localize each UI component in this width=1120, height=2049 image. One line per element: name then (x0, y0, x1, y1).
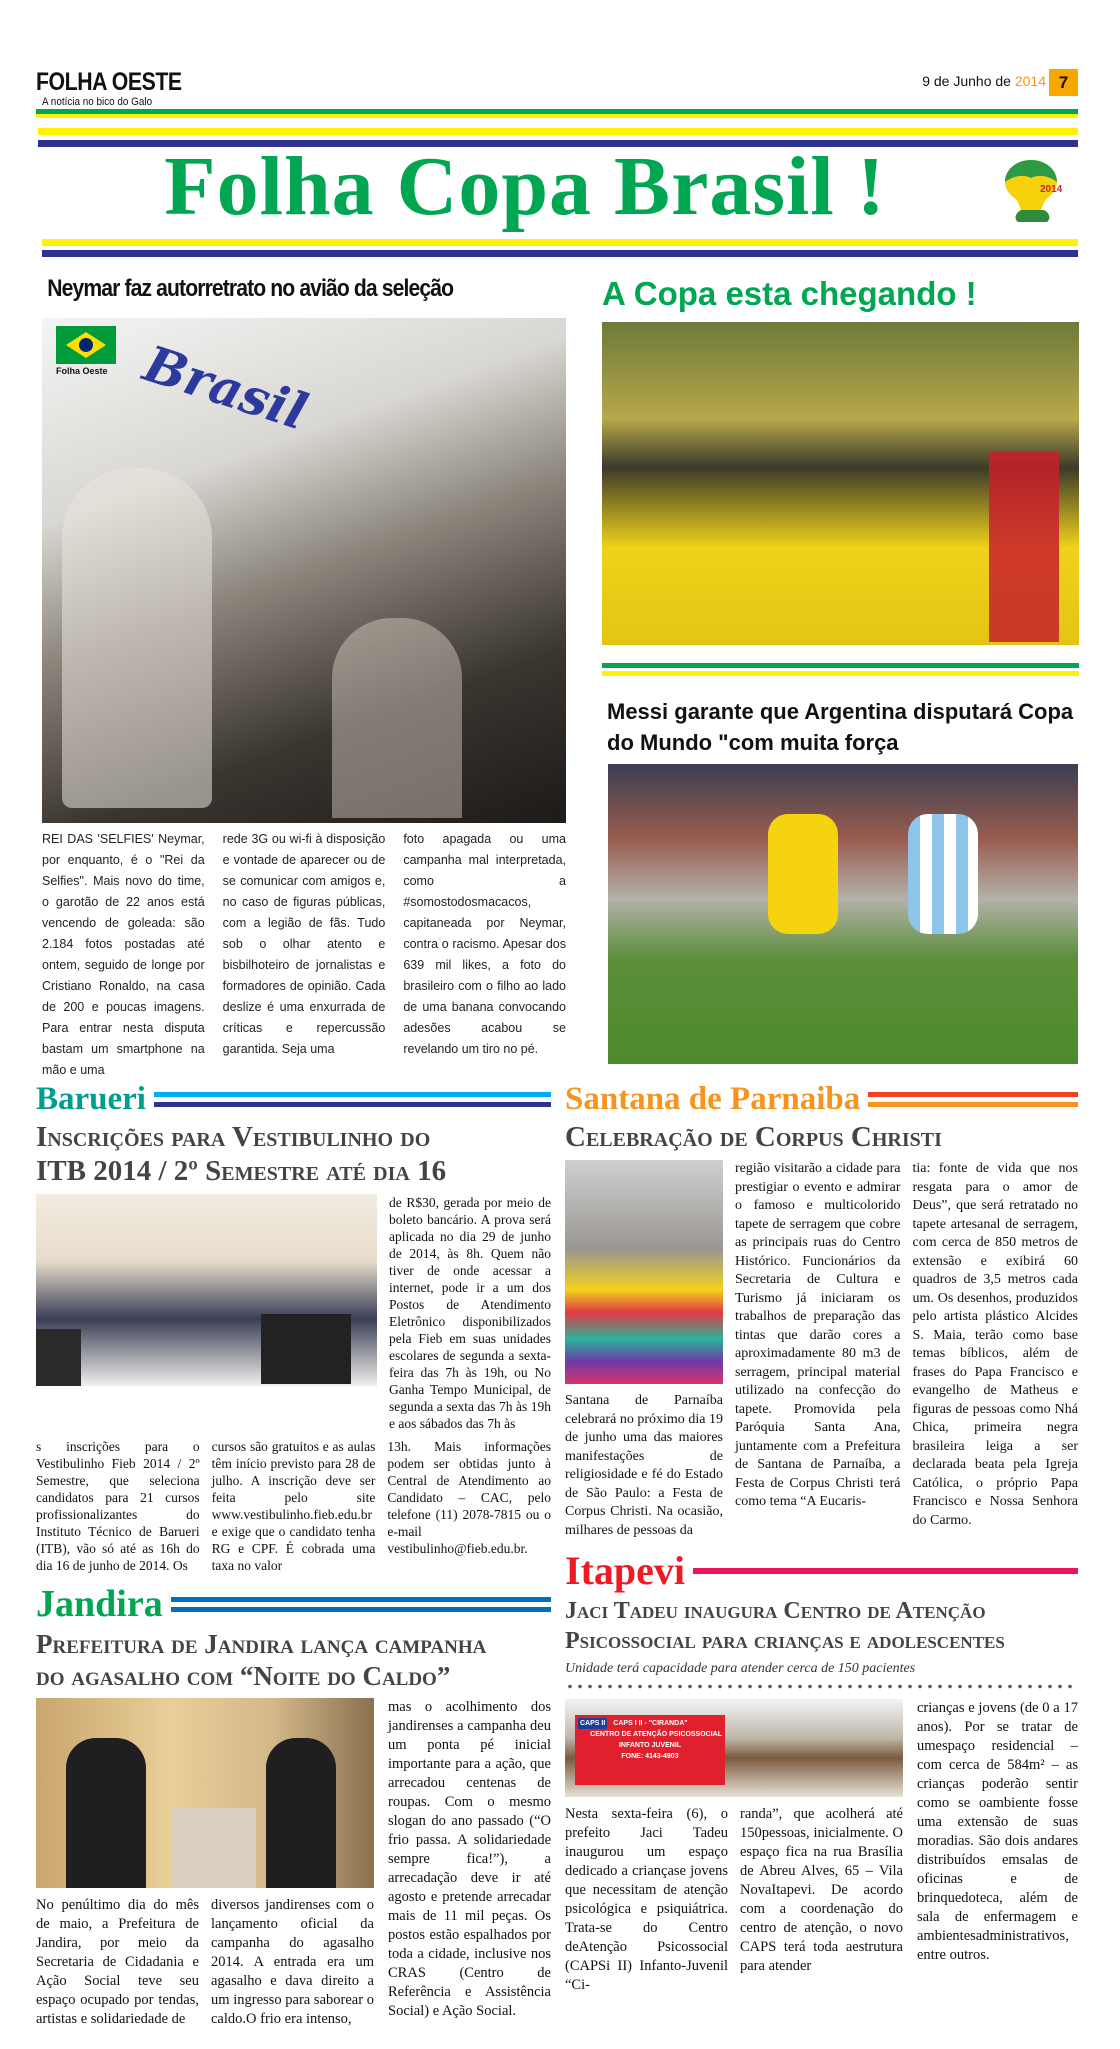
section-itapevi: Itapevi (565, 1548, 685, 1593)
section-jandira: Jandira (36, 1583, 163, 1625)
left-regional-column (36, 1080, 551, 2029)
divider-yellow (36, 114, 1078, 118)
santana-rule-red (868, 1092, 1078, 1097)
neymar-headline: Neymar faz autorretrato no avião da seleção (47, 275, 454, 302)
regional-news (36, 1080, 1078, 2029)
itapevi-text-col-2: randa”, que acolherá até 150pessoas, inicialmente. O espaço fica na rua Brasília de Abreu Alves, 65 – Vila NovaItapevi. De acordo com a coordenação do centro de atenção, o novo CAPS terá toda aestrutura para atender (740, 1806, 903, 1974)
itapevi-headline-line-2: Psicossocial para crianças e adolescentes (565, 1628, 1005, 1654)
jandira-article (36, 1582, 551, 2029)
santana-text-col-3: tia: fonte de vida que nos resgata para o amor de Deus”, que será retratado no tapete artesanal de serragem, com cerca de 850 metros de extensão e exibirá 60 quadros de 3,5 metros cada um. Os desenhos, produzidos pelo artista plástico Alcides S. Maia, terão como base temas bíblicos, além de frases do Papa Francisco e evangelho de Matheus e figuras de pessoas como Nhá Chica, primeira negra brasileira leiga a ser declarada beata pela Igreja Católica, o próprio Papa Francisco e Nossa Senhora do Carmo. (912, 1161, 1078, 1528)
barueri-rule-cyan (154, 1092, 551, 1097)
copa-divider-green (602, 663, 1079, 668)
barueri-text-col-2: cursos são gratuitos e as aulas têm início previsto para 28 de julho. A inscrição deve ser feita pelo site www.vestibulinho.fieb.edu.br e exige que o candidato tenha RG e CPF. É cobrada uma taxa no valor (211, 1439, 376, 1573)
page-number: 7 (1049, 69, 1078, 96)
messi-headline: Messi garante que Argentina disputará Copa do Mundo "com muita força (607, 699, 1074, 755)
date-year: 2014 (1014, 73, 1046, 89)
itapevi-text-col-1: Nesta sexta-feira (6), o prefeito Jaci Tadeu inaugurou um espaço dedicado a criançase jovens que necessitam de atenção psicológica e psiquiátrica. Trata-se do Centro deAtenção Psicossocial (CAPSi II) Infanto-Juvenil “Ci- (565, 1806, 728, 1993)
caps-building-photo (565, 1699, 903, 1797)
itapevi-headline-line-1: Jaci Tadeu inaugura Centro de Atenção (565, 1598, 986, 1624)
itapevi-article (565, 1548, 1078, 1995)
neymar-selfie-photo (42, 318, 566, 823)
banner-stripe-yellow (38, 128, 1078, 135)
barueri-students-photo (36, 1194, 377, 1386)
banner-stripe-navy-bottom (42, 250, 1078, 257)
jandira-rule-1 (171, 1597, 551, 1602)
santana-article (565, 1080, 1078, 1540)
copa-divider-yellow (602, 671, 1079, 676)
newspaper-name: FOLHA OESTE (36, 68, 182, 96)
itapevi-subtitle: Unidade terá capacidade para atender cerca de 150 pacientes (565, 1661, 916, 1676)
neymar-text-col-3: foto apagada ou uma campanha mal interpretada, como a #somostodosmacacos, capitaneada por Neymar, contra o racismo. Apesar dos 639 mil likes, a foto do brasileiro com o filho ao lado de uma banana convocando adesões acabou se revelando um tiro no pé. (403, 832, 566, 1056)
copa-headline: A Copa esta chegando ! (602, 275, 977, 312)
jandira-text-col-2: diversos jandirenses com o lançamento oficial da campanha do agasalho 2014. A entrada era um agasalho e dava direito a um ingresso para saborear o caldo.O frio era intenso, (211, 1897, 374, 2027)
barueri-text-col-1: s inscrições para o Vestibulinho Fieb 2014 / 2º Semestre, que seleciona candidatos para 21 cursos profissionalizantes do Instituto Técnico de Barueri (ITB), vão só até as 16h do dia 16 de junho de 2014. Os (36, 1439, 200, 1573)
jandira-headline-line-2: do agasalho com “Noite do Caldo” (36, 1661, 451, 1691)
santana-text-col-2: região visitarão a cidade para prestigiar o evento e admirar o famoso e multicolorido tapete de serragem que cobre as principais ruas do Centro Histórico. Funcionários da Secretaria de Cultura e Turismo já iniciaram os trabalhos de preparação das tintas que darão cores a aproximadamente 80 m3 de serragem, principal material utilizado na confecção do tapete. Promovida pela Paróquia Santa Ana, juntamente com a Prefeitura de Santana de Parnaíba, a Festa de Corpus Christi terá como tema “A Eucaris- (735, 1161, 901, 1509)
banner-stripe-yellow-bottom (42, 239, 1078, 246)
santana-rule-orange (868, 1102, 1078, 1107)
caps-sign (575, 1715, 725, 1785)
photo-logo-text: Folha Oeste (56, 366, 108, 376)
issue-date (922, 73, 1046, 89)
caps-badge: CAPS II (580, 1720, 606, 1727)
barueri-text-col-3: 13h. Mais informações podem ser obtidas junto à Central de Atendimento ao Candidato – CAC, pelo telefone (11) 2078-7815 ou o e-mail vestibulinho@fieb.edu.br. (387, 1439, 551, 1556)
jandira-rule-2 (171, 1607, 551, 1612)
neymar-text-col-2: rede 3G ou wi-fi à disposição e vontade de aparecer ou de se comunicar com amigos e, no caso de figuras públicas, com a legião de fãs. Tudo sob o olhar atento e bisbilhoteiro de jornalistas e formadores de opinião. Cada deslize é uma enxurrada de críticas e repercussão garantida. Seja uma (222, 832, 386, 1056)
top-stories (42, 272, 1079, 1081)
jandira-campaign-photo (36, 1698, 374, 1888)
jandira-text-col-1: No penúltimo dia do mês de maio, a Prefeitura de Jandira, por meio da Secretaria de Cidadania e Ação Social teve seu espaço ocupado por tendas, artistas e solidariedade de (36, 1897, 199, 2027)
date-prefix: 9 de Junho de (922, 73, 1015, 89)
caps-sign-line-4: FONE: 4143-4903 (621, 1753, 679, 1760)
caps-sign-line-1: CAPS I II - "CIRANDA" (613, 1720, 688, 1727)
itapevi-rule (693, 1568, 1078, 1574)
caps-sign-line-3: INFANTO JUVENIL (618, 1742, 682, 1749)
brazil-team-photo (602, 322, 1079, 645)
jandira-side-column: mas o acolhimento dos jandirenses a campanha deu um ponta pé inicial importante para a ação, que arrecadou centenas de roupas. Com o mesmo slogan do ano passado (“O frio passa. A solidariedade sempre fica!”), a arrecadação deve ir até agosto e pretende arrecadar mais de 11 mil peças. Os postos estão espalhados por toda a cidade, inclusive nos CRAS (Centro de Referência e Assistência Social) e Ação Social. (388, 1699, 551, 2019)
trophy-year: 2014 (1040, 184, 1063, 195)
neymar-article (42, 272, 566, 1081)
world-cup-trophy-icon (996, 156, 1066, 226)
messi-neymar-photo (608, 764, 1078, 1064)
newspaper-tagline: A notícia no bico do Galo (42, 96, 153, 108)
barueri-headline-line-1: Inscrições para Vestibulinho do (36, 1121, 431, 1153)
barueri-headline-line-2: ITB 2014 / 2º Semestre até dia 16 (36, 1155, 447, 1187)
copa-messi-column (602, 272, 1079, 1081)
banner-title: Folha Copa Brasil ! (164, 140, 886, 233)
barueri-side-column: de R$30, gerada por meio de boleto bancário. A prova será aplicada no dia 29 de junho de 2014, às 8h. Quem não tiver de onde acessar a internet, pode ir a um dos Postos de Atendimento Eletrônico disponibilizados pela Fieb em suas unidades escolares de segunda a sexta-feira das 7h às 19h, ou No Ganha Tempo Municipal, de segunda a sexta das 7h às 19h e aos sábados das 7h às (389, 1195, 551, 1431)
neymar-text-col-1: REI DAS 'SELFIES' Neymar, por enquanto, é o "Rei da Selfies". Mais novo do time, o garotão de 22 anos está vencendo de goleada: são 2.184 fotos postadas até ontem, seguido de longe por Cristiano Ronaldo, na casa de 200 e poucas imagens. Para entrar nesta disputa bastam um smartphone na mão e uma (42, 832, 205, 1077)
jandira-headline-line-1: Prefeitura de Jandira lança campanha (36, 1629, 487, 1659)
caps-sign-line-2: CENTRO DE ATENÇÃO PSICOSSOCIAL (590, 1731, 722, 1738)
barueri-rule-navy (154, 1102, 551, 1107)
santana-text-col-1: Santana de Parnaíba celebrará no próximo dia 19 de junho uma das maiores manifestações de religiosidade e fé do Estado de São Paulo: a Festa de Corpus Christi. Na ocasião, milhares de pessoas da (565, 1393, 723, 1538)
section-barueri: Barueri (36, 1081, 146, 1117)
santana-headline: Celebração de Corpus Christi (565, 1121, 942, 1153)
itapevi-side-column: crianças e jovens (de 0 a 17 anos). Por se tratar de umespaço residencial – com cerca de 584m² – as crianças poderão sentir como se oambiente fosse uma extensão de suas moradias. São dois andares distribuídos emsalas de oficinas e de brinquedoteca, além de sala de enfermagem e ambientesadministrativos, entre outros. (917, 1700, 1078, 1963)
section-santana-de-parnaiba: Santana de Parnaiba (565, 1081, 861, 1117)
itapevi-dotted-rule (565, 1684, 1078, 1689)
corpus-christi-carpet-photo (565, 1160, 723, 1384)
photo-script-text: Brasil (136, 333, 315, 442)
brazil-flag-icon (56, 326, 116, 364)
barueri-article (36, 1080, 551, 1574)
right-regional-column (565, 1080, 1078, 1995)
